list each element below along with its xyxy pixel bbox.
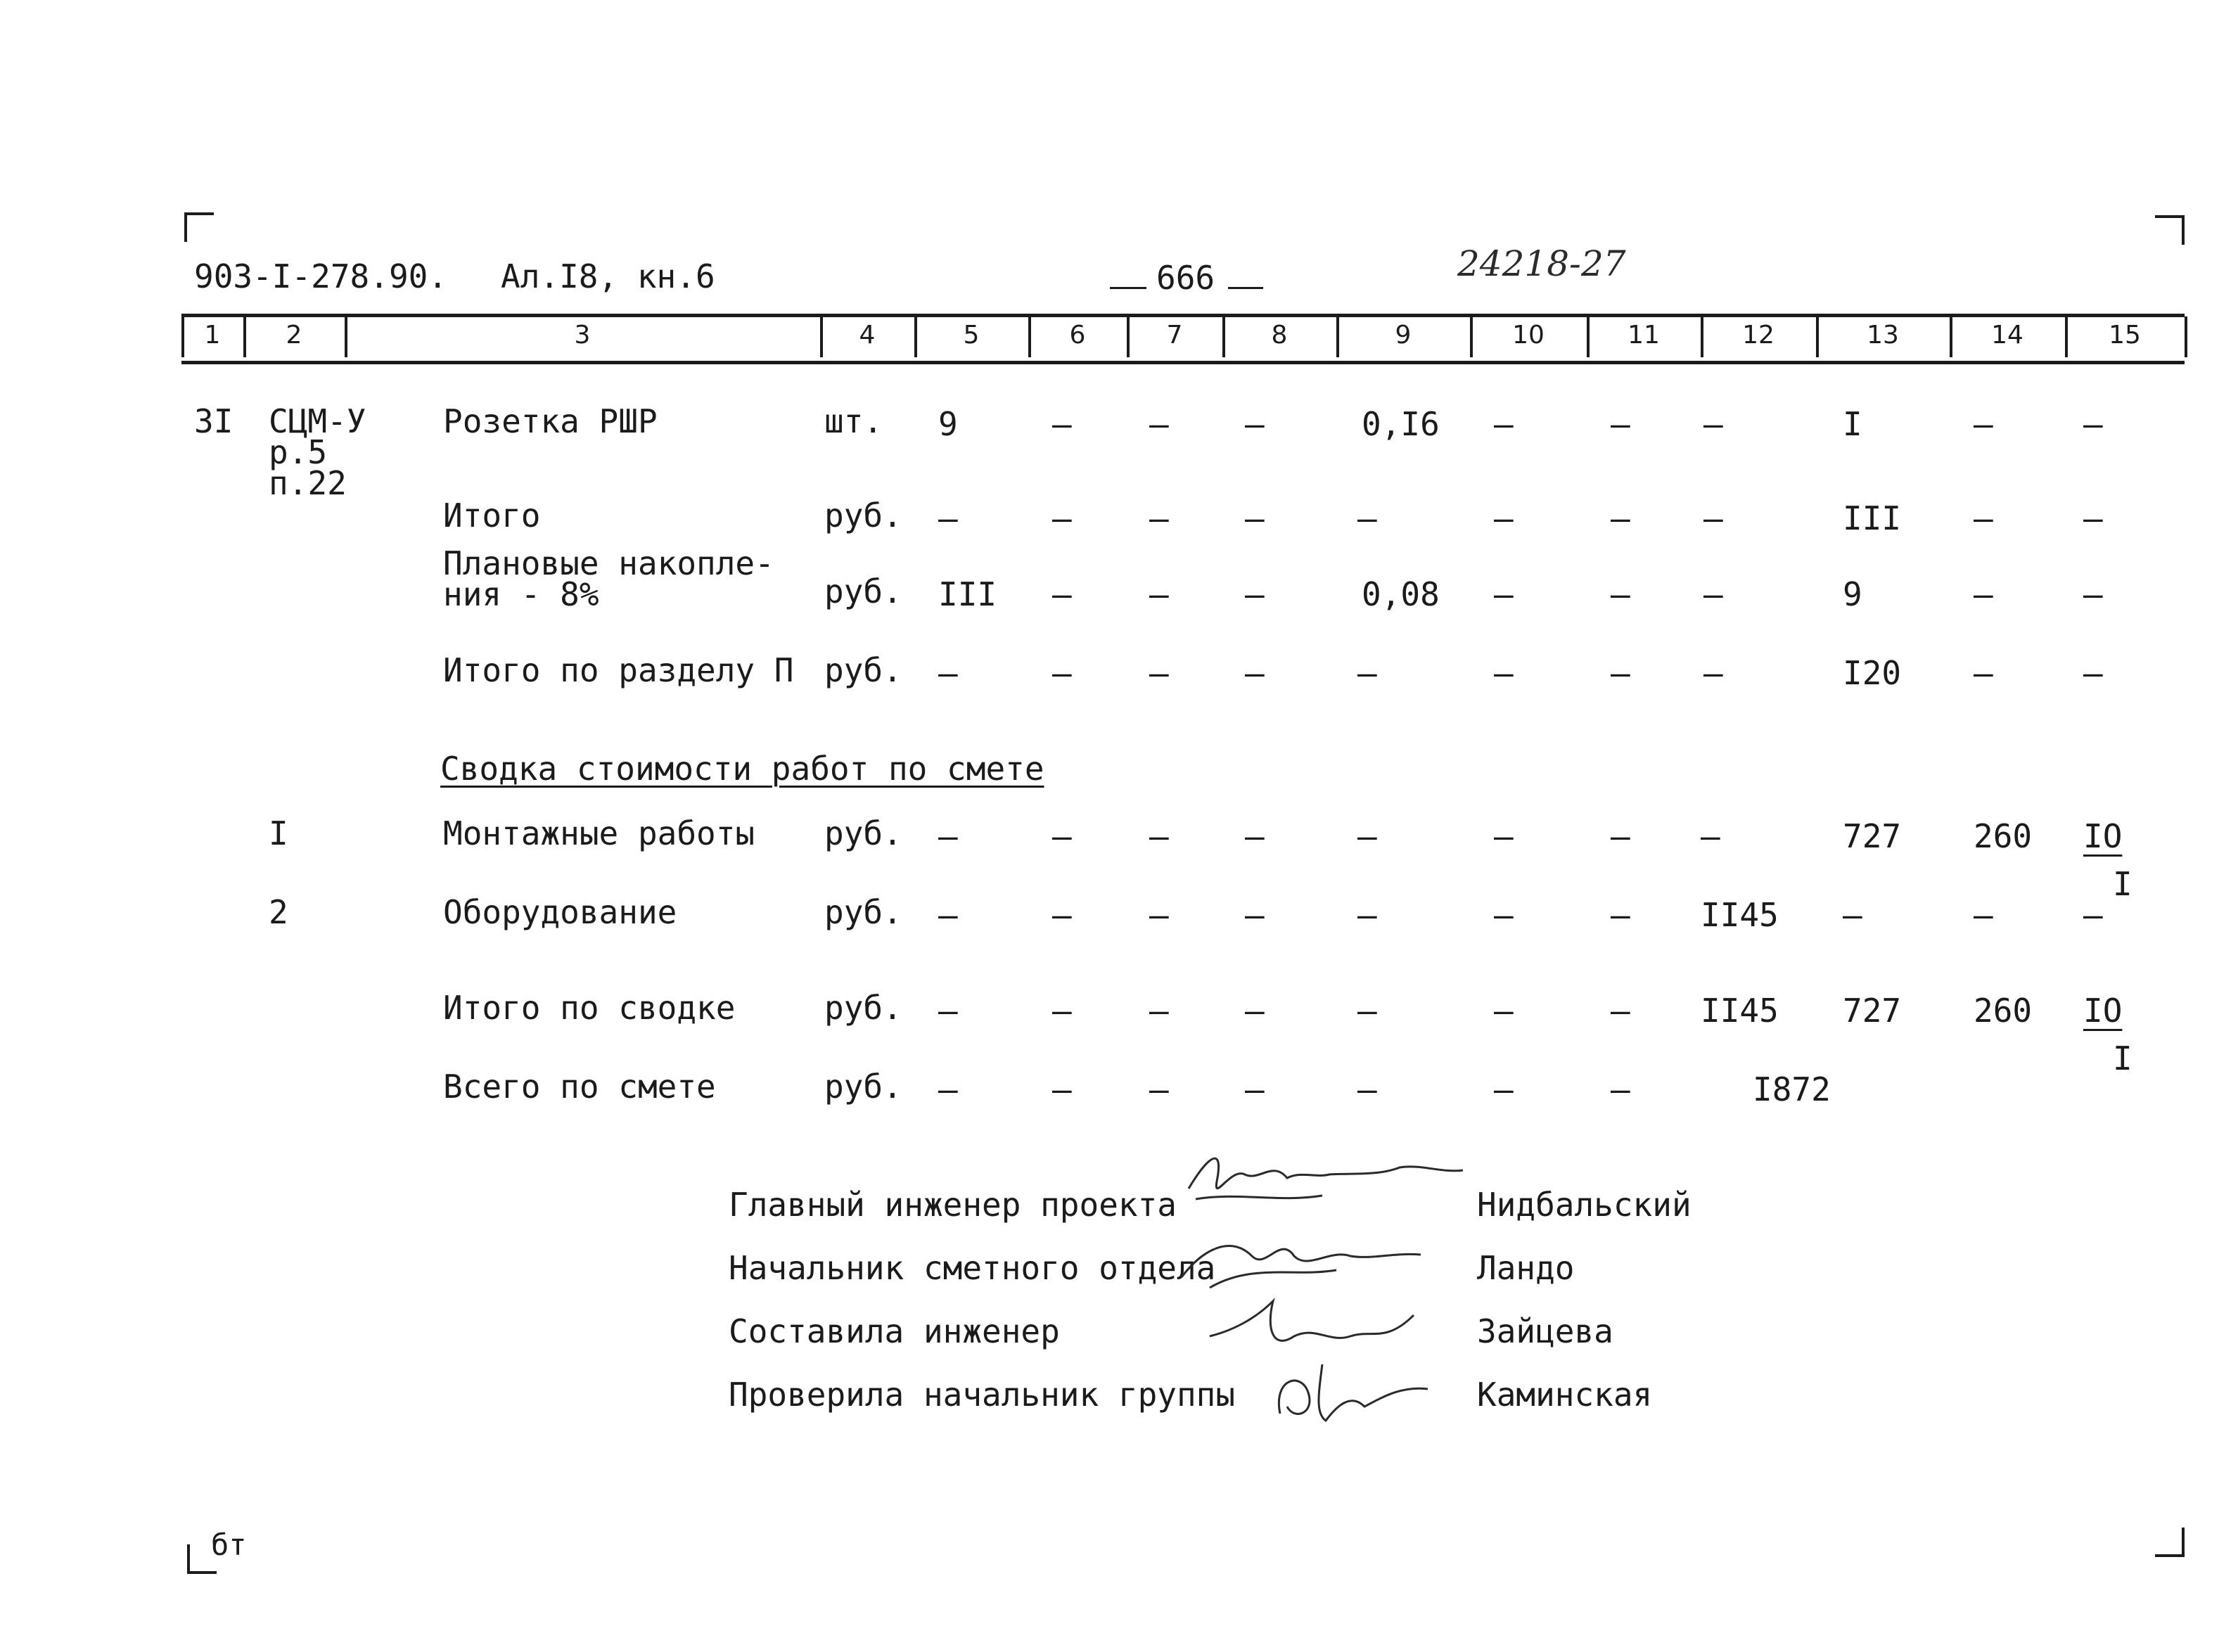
summary-row-name: Итого по сводке	[443, 989, 736, 1027]
column-separator	[2185, 316, 2187, 357]
row-cell: I	[1843, 405, 1862, 443]
column-number: 3	[574, 321, 591, 350]
summary-row-cell: –	[1245, 992, 1265, 1030]
row-cell: –	[2083, 499, 2103, 537]
row-cell: –	[1974, 499, 1993, 537]
summary-row-cell: 260	[1974, 817, 2033, 855]
summary-row-cell: 260	[1974, 992, 2033, 1030]
summary-row-cell: –	[938, 817, 958, 855]
summary-row-cell: –	[1149, 1070, 1169, 1108]
row-cell: I20	[1843, 654, 1902, 692]
summary-title: Сводка стоимости работ по смете	[440, 750, 1044, 788]
summary-row-name: Оборудование	[443, 893, 677, 931]
row-cell: –	[2083, 654, 2103, 692]
row-cell: –	[1357, 499, 1377, 537]
summary-row-cell: IO	[2083, 817, 2123, 855]
summary-row-cell: –	[1245, 896, 1265, 934]
summary-row-cell: –	[1974, 896, 1993, 934]
row-cell: –	[1245, 654, 1265, 692]
row-cell: –	[1149, 575, 1169, 613]
summary-row-number: I	[269, 814, 288, 852]
row-cell: –	[1494, 575, 1514, 613]
row-cell: –	[1703, 654, 1723, 692]
summary-row-cell: –	[938, 1070, 958, 1108]
signature-role: Составила инженер	[729, 1312, 1060, 1350]
column-number: 14	[1991, 321, 2023, 350]
footer-mark: бт	[211, 1528, 247, 1562]
row-cell: –	[1149, 499, 1169, 537]
signature-name: Ландо	[1477, 1249, 1575, 1287]
summary-row-cell: –	[1149, 896, 1169, 934]
row-name: Итого по разделу П	[443, 651, 794, 689]
row-name: Плановые накопле-	[443, 544, 774, 582]
summary-row-unit: руб.	[824, 1068, 902, 1106]
row-name: ния - 8%	[443, 575, 599, 613]
summary-row-cell: II45	[1701, 896, 1779, 934]
summary-row-cell: II45	[1701, 992, 1779, 1030]
row-reference: п.22	[269, 464, 347, 502]
row-cell: 9	[1843, 575, 1862, 613]
row-cell: –	[1703, 575, 1723, 613]
row-cell: 9	[938, 405, 958, 443]
summary-row-cell: –	[1245, 817, 1265, 855]
column-number: 7	[1166, 321, 1183, 350]
signature-name: Каминская	[1477, 1376, 1653, 1414]
row-cell: –	[1611, 575, 1630, 613]
row-cell: –	[1052, 575, 1072, 613]
summary-row-cell: 727	[1843, 992, 1902, 1030]
summary-row-cell: –	[1611, 992, 1630, 1030]
row-cell: –	[1611, 654, 1630, 692]
page-number-dash-left	[1110, 287, 1146, 289]
summary-row-cell: –	[1357, 1070, 1377, 1108]
row-unit: руб.	[824, 497, 902, 534]
summary-row-cell: –	[1052, 817, 1072, 855]
corner-mark-top-right	[2155, 215, 2185, 245]
row-cell: –	[1974, 654, 1993, 692]
row-cell: –	[1494, 654, 1514, 692]
row-cell: –	[938, 499, 958, 537]
row-cell: –	[1494, 499, 1514, 537]
summary-row-cell: –	[1611, 896, 1630, 934]
row-number: 3I	[194, 402, 234, 440]
summary-row-number: 2	[269, 893, 288, 931]
summary-row-cell: –	[1357, 817, 1377, 855]
signature-name: Зайцева	[1477, 1312, 1613, 1350]
column-number: 9	[1395, 321, 1412, 350]
row-cell: –	[1245, 405, 1265, 443]
row-cell: –	[1052, 654, 1072, 692]
summary-row-cell: –	[1611, 817, 1630, 855]
row-cell: –	[1494, 405, 1514, 443]
summary-row-cell: –	[1149, 992, 1169, 1030]
row-cell: –	[938, 654, 958, 692]
row-cell: III	[1843, 499, 1902, 537]
row-cell: III	[938, 575, 997, 613]
summary-row-cell: –	[1052, 992, 1072, 1030]
corner-mark-top-left	[184, 212, 214, 242]
page-number-dash-right	[1228, 287, 1263, 289]
row-cell: –	[1974, 575, 1993, 613]
signature-scribble-1	[1168, 1139, 1477, 1217]
summary-row-cell: –	[1494, 992, 1514, 1030]
column-number: 10	[1512, 321, 1545, 350]
row-cell: –	[1974, 405, 1993, 443]
page-number: 666	[1156, 259, 1215, 297]
row-cell: –	[1149, 654, 1169, 692]
column-number: 4	[859, 321, 876, 350]
signature-scribble-4	[1259, 1350, 1442, 1435]
handwritten-number: 24218-27	[1457, 243, 1626, 284]
summary-row-cell: –	[1357, 992, 1377, 1030]
summary-row-name: Всего по смете	[443, 1068, 716, 1106]
album-ref: Ал.I8, кн.6	[501, 257, 715, 295]
column-number: 5	[963, 321, 980, 350]
row-cell: –	[1703, 405, 1723, 443]
column-number: 13	[1867, 321, 1899, 350]
row-cell: –	[2083, 575, 2103, 613]
column-number: 6	[1069, 321, 1086, 350]
summary-row-cell: 727	[1843, 817, 1902, 855]
summary-row-cell: –	[1701, 817, 1720, 855]
summary-row-cell: –	[1611, 1070, 1630, 1108]
row-cell: –	[1357, 654, 1377, 692]
summary-row-cell: –	[1494, 896, 1514, 934]
summary-row-name: Монтажные работы	[443, 814, 755, 852]
summary-row-extra: I	[2113, 865, 2133, 903]
row-cell: –	[1245, 575, 1265, 613]
summary-row-cell: –	[1843, 896, 1862, 934]
column-number: 15	[2109, 321, 2141, 350]
summary-row-cell: IO	[2083, 992, 2123, 1030]
summary-row-cell: –	[1494, 817, 1514, 855]
summary-row-unit: руб.	[824, 989, 902, 1027]
corner-mark-bottom-right	[2155, 1528, 2185, 1557]
row-reference: СЦМ-У	[269, 402, 366, 440]
grand-total: I872	[1753, 1070, 1831, 1108]
signature-role: Главный инженер проекта	[729, 1186, 1177, 1224]
summary-row-cell: –	[2083, 896, 2103, 934]
summary-row-cell: –	[1052, 896, 1072, 934]
summary-row-extra: I	[2113, 1039, 2133, 1077]
summary-row-cell: –	[1052, 1070, 1072, 1108]
row-unit: руб.	[824, 572, 902, 610]
row-cell: –	[1052, 499, 1072, 537]
row-unit: руб.	[824, 651, 902, 689]
summary-row-cell: –	[1494, 1070, 1514, 1108]
summary-row-unit: руб.	[824, 893, 902, 931]
signature-name: Нидбальский	[1477, 1186, 1692, 1224]
row-cell: 0,I6	[1362, 405, 1440, 443]
column-number: 1	[204, 321, 221, 350]
summary-row-cell: –	[1245, 1070, 1265, 1108]
row-unit: шт.	[824, 402, 883, 440]
signature-role: Начальник сметного отдела	[729, 1249, 1216, 1287]
column-number: 2	[286, 321, 302, 350]
row-reference: р.5	[269, 433, 328, 471]
row-cell: 0,08	[1362, 575, 1440, 613]
column-number: 11	[1628, 321, 1660, 350]
summary-row-unit: руб.	[824, 814, 902, 852]
row-name: Розетка РШР	[443, 402, 658, 440]
summary-row-cell: –	[938, 896, 958, 934]
column-number: 12	[1742, 321, 1775, 350]
doc-code: 903-I-278.90.	[194, 257, 448, 295]
row-cell: –	[1611, 405, 1630, 443]
row-name: Итого	[443, 497, 541, 534]
row-cell: –	[1611, 499, 1630, 537]
row-cell: –	[1149, 405, 1169, 443]
signature-role: Проверила начальник группы	[729, 1376, 1236, 1414]
row-cell: –	[2083, 405, 2103, 443]
summary-row-cell: –	[1357, 896, 1377, 934]
summary-row-cell: –	[938, 992, 958, 1030]
row-cell: –	[1052, 405, 1072, 443]
summary-row-cell: –	[1149, 817, 1169, 855]
column-number: 8	[1271, 321, 1288, 350]
row-cell: –	[1245, 499, 1265, 537]
row-cell: –	[1703, 499, 1723, 537]
